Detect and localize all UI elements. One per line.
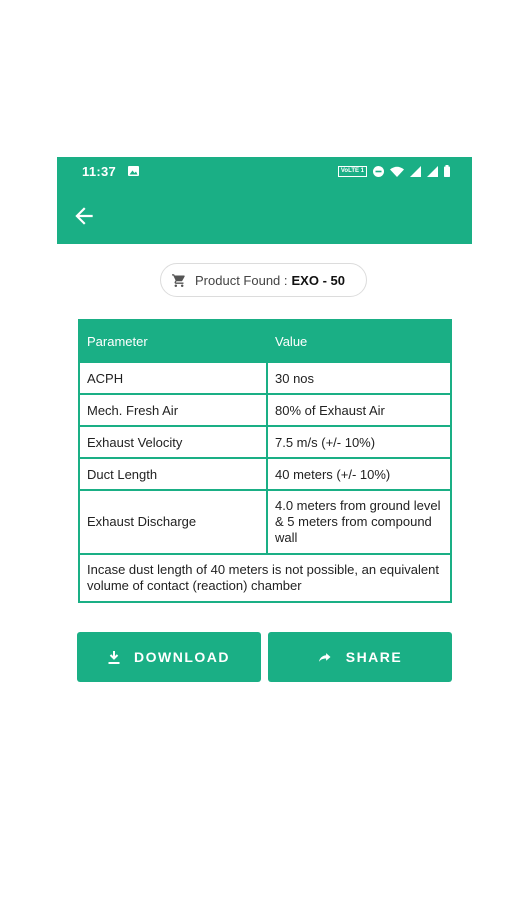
share-label: SHARE xyxy=(345,649,403,665)
chip-label: Product Found : xyxy=(195,272,288,288)
product-name: EXO - 50 xyxy=(291,272,345,288)
arrow-back-icon[interactable] xyxy=(71,203,97,229)
status-time: 11:37 xyxy=(82,164,117,179)
product-found-chip xyxy=(160,263,367,297)
download-label: DOWNLOAD xyxy=(134,649,230,665)
share-button[interactable] xyxy=(268,632,452,682)
column-header-parameter: Parameter xyxy=(79,320,267,362)
value-cell: 30 nos xyxy=(267,362,451,394)
value-cell: 40 meters (+/- 10%) xyxy=(267,458,451,490)
cart-icon xyxy=(171,273,187,287)
value-cell: 4.0 meters from ground level & 5 meters from compound wall xyxy=(267,490,451,554)
spec-table xyxy=(78,319,452,603)
table-row xyxy=(79,362,451,394)
parameter-cell: Duct Length xyxy=(79,458,267,490)
table-row xyxy=(79,490,451,554)
battery-icon xyxy=(444,165,450,177)
signal-icon xyxy=(410,166,421,177)
share-icon xyxy=(318,652,332,663)
table-row xyxy=(79,394,451,426)
parameter-cell: Exhaust Velocity xyxy=(79,426,267,458)
table-note: Incase dust length of 40 meters is not possible, an equivalent volume of contact (reaction) chamber xyxy=(79,554,451,602)
download-button[interactable] xyxy=(77,632,261,682)
dnd-icon xyxy=(373,166,384,177)
signal-icon xyxy=(427,166,438,177)
parameter-cell: Exhaust Discharge xyxy=(79,490,267,554)
parameter-cell: ACPH xyxy=(79,362,267,394)
table-row xyxy=(79,458,451,490)
status-bar xyxy=(57,157,472,187)
image-icon xyxy=(128,166,139,176)
download-icon xyxy=(108,651,120,664)
value-cell: 80% of Exhaust Air xyxy=(267,394,451,426)
table-header-row xyxy=(79,320,451,362)
value-cell: 7.5 m/s (+/- 10%) xyxy=(267,426,451,458)
column-header-value: Value xyxy=(267,320,451,362)
volte-badge: VoLTE 1 xyxy=(338,166,367,177)
app-bar xyxy=(57,187,472,244)
table-note-row xyxy=(79,554,451,602)
status-icons xyxy=(338,165,450,177)
table-row xyxy=(79,426,451,458)
wifi-icon xyxy=(390,166,404,177)
app-screen xyxy=(57,157,472,900)
parameter-cell: Mech. Fresh Air xyxy=(79,394,267,426)
